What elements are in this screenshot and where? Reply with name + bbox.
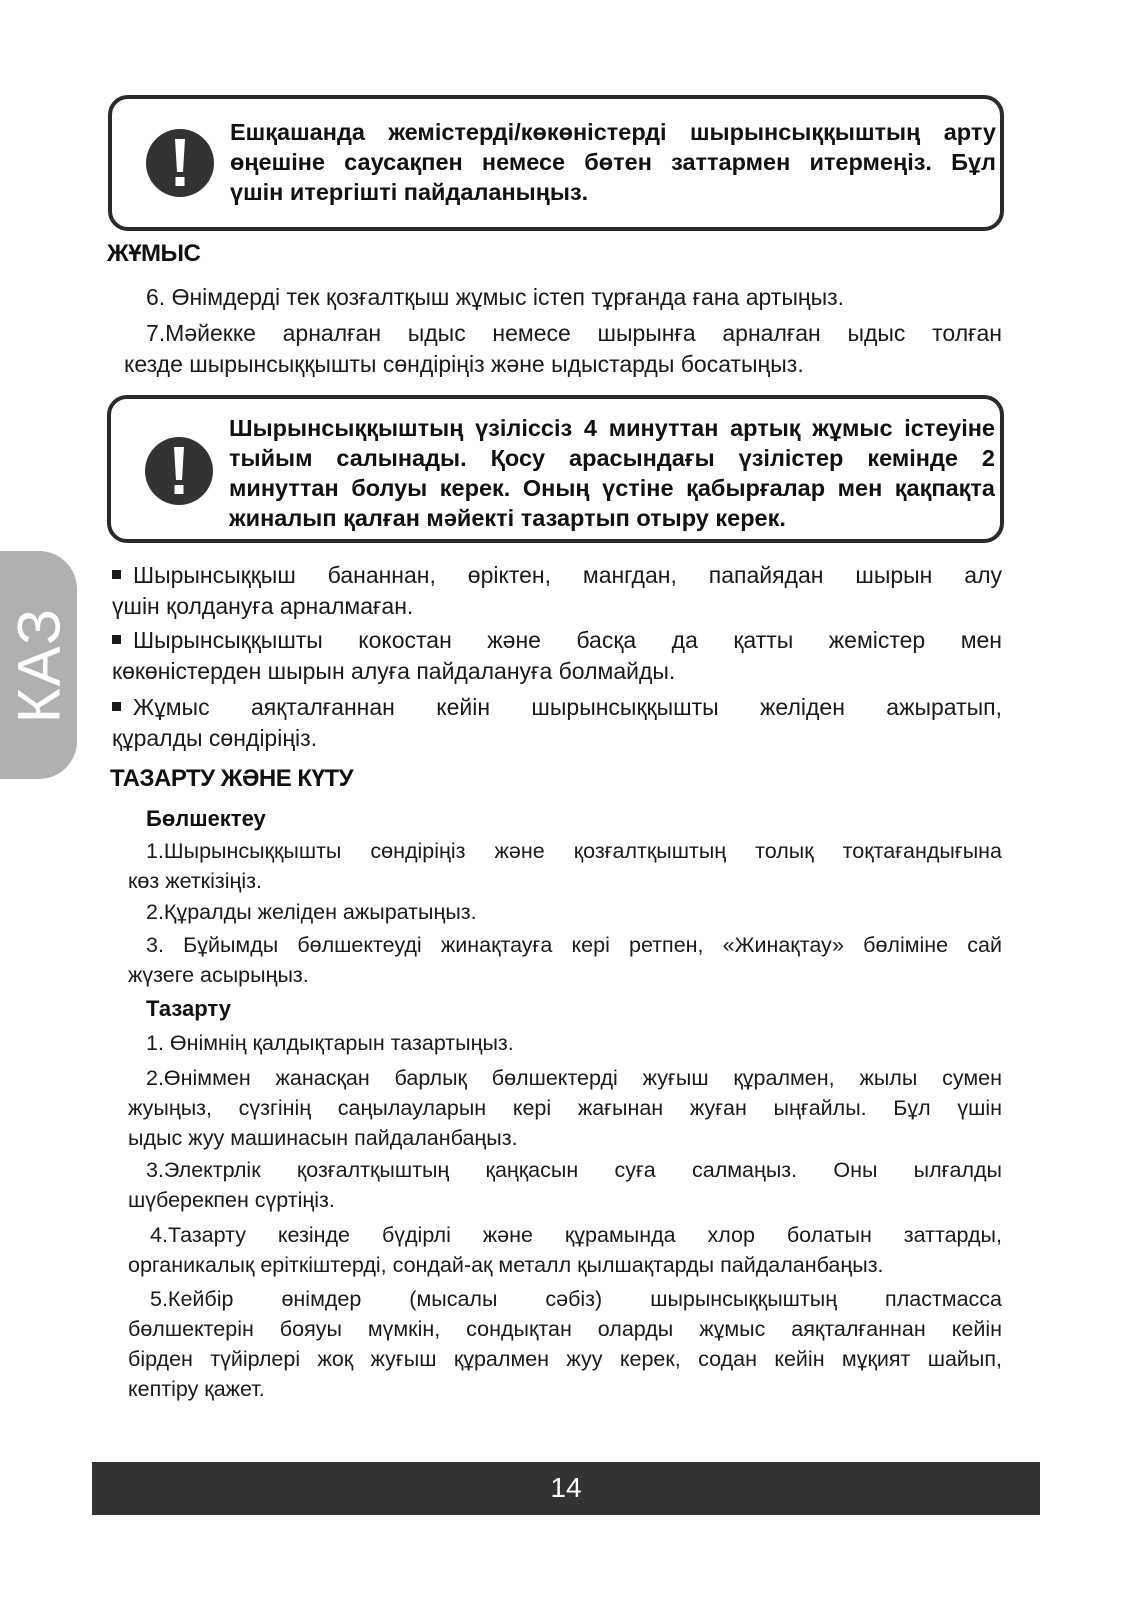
paragraph-disassembly-1 — [128, 836, 1002, 896]
warning-line: Ешқашанда жемістерді/көкөністерді шырынсыққыштың арту — [230, 119, 996, 145]
paragraph-line: 1.Шырынсыққышты сөндіріңіз және қозғалтқыштың толық тоқтағандығына — [146, 839, 1002, 863]
paragraph-cleaning-1 — [146, 1028, 1002, 1058]
bullet-icon — [112, 635, 121, 644]
paragraph-line: 1. Өнімнің қалдықтарын тазартыңыз. — [146, 1031, 514, 1055]
paragraph-line: 4.Тазарту кезінде бүдірлі және құрамында хлор болатын заттарды, — [150, 1223, 1002, 1247]
paragraph-line: Шырынсыққыш бананнан, өріктен, мангдан, папайядан шырын алу — [112, 560, 1002, 591]
paragraph-line: жүзеге асырыңыз. — [128, 963, 309, 987]
warning-line: минуттан болуы керек. Оның үстіне қабырғалар мен қақпақта — [229, 475, 995, 501]
warning-line: үшін итергішті пайдаланыңыз. — [230, 179, 589, 205]
subheading-cleaning: Тазарту — [146, 996, 231, 1021]
warning-line: жиналып қалған мәйекті тазартып отыру керек. — [229, 505, 786, 531]
list-item — [112, 692, 1002, 754]
bullet-icon — [112, 570, 121, 579]
warning-text — [229, 413, 995, 533]
section-heading-work: ЖҰМЫС — [107, 240, 201, 267]
list-item — [112, 560, 1002, 622]
paragraph-cleaning-5 — [128, 1284, 1002, 1404]
paragraph-line: жуыңыз, сүзгінің саңылауларын кері жағынан жуған ыңғайлы. Бұл үшін — [128, 1096, 1002, 1120]
warning-line: Шырынсыққыштың үзіліссіз 4 минуттан артық жұмыс істеуіне — [229, 415, 995, 441]
page-number: 14 — [550, 1472, 582, 1503]
paragraph-line: бөлшектерін бояуы мүмкін, сондықтан оларды жұмыс аяқталғаннан кейін — [128, 1317, 1002, 1341]
warning-box — [107, 395, 1004, 543]
warning-text — [230, 117, 996, 207]
bullet-icon — [112, 702, 121, 711]
paragraph-line: кептіру қажет. — [128, 1377, 265, 1401]
warning-box — [108, 95, 1004, 231]
paragraph-cleaning-4 — [128, 1220, 1002, 1280]
paragraph-line: 5.Кейбір өнімдер (мысалы сәбіз) шырынсыққыштың пластмасса — [150, 1287, 1002, 1311]
paragraph-line: көз жеткізіңіз. — [128, 869, 262, 893]
paragraph-line: 6. Өнімдерді тек қозғалтқыш жұмыс істеп тұрғанда ғана артыңыз. — [146, 284, 845, 310]
paragraph-line: 3. Бұйымды бөлшектеуді жинақтауға кері ретпен, «Жинақтау» бөліміне сай — [146, 933, 1002, 957]
language-tab — [0, 551, 77, 779]
subheading-disassembly: Бөлшектеу — [146, 806, 266, 831]
paragraph-line: 2.Құралды желіден ажыратыңыз. — [146, 900, 477, 924]
footer-bar — [92, 1462, 1040, 1515]
exclamation-icon — [145, 437, 213, 505]
section-heading-cleaning: ТАЗАРТУ ЖӘНЕ КҮТУ — [110, 765, 354, 792]
paragraph-line: Шырынсыққышты кокостан және басқа да қатты жемістер мен — [112, 625, 1002, 656]
paragraph-line: 7.Мәйекке арналған ыдыс немесе шырынға арналған ыдыс толған — [146, 320, 1002, 346]
warning-line: өңешіне саусақпен немесе бөтен заттармен итермеңіз. Бұл — [230, 149, 996, 175]
paragraph-line: 2.Өніммен жанасқан барлық бөлшектерді жуғыш құралмен, жылы сумен — [146, 1066, 1002, 1090]
paragraph-line: 3.Электрлік қозғалтқыштың қаңқасын суға салмаңыз. Оны ылғалды — [146, 1158, 1002, 1182]
paragraph-disassembly-2 — [146, 897, 1002, 927]
paragraph-disassembly-3 — [128, 930, 1002, 990]
paragraph-line: ыдыс жуу машинасын пайдаланбаңыз. — [128, 1126, 518, 1150]
list-item — [112, 625, 1002, 687]
paragraph-line: кезде шырынсыққышты сөндіріңіз және ыдыстарды босатыңыз. — [124, 351, 804, 377]
exclamation-icon — [146, 129, 214, 197]
paragraph-line: бірден түйірлері жоқ жуғыш құралмен жуу керек, содан кейін мұқият шайып, — [128, 1347, 1002, 1371]
language-tab-label: КАЗ — [5, 606, 72, 724]
paragraph-line: Жұмыс аяқталғаннан кейін шырынсыққышты желіден ажыратып, — [112, 692, 1002, 723]
paragraph-line: көкөністерден шырын алуға пайдалануға болмайды. — [112, 658, 676, 684]
paragraph-line: құралды сөндіріңіз. — [112, 725, 318, 751]
paragraph-line: шүберекпен сүртіңіз. — [128, 1188, 335, 1212]
paragraph-line: органикалық еріткіштерді, сондай-ақ металл қылшақтарды пайдаланбаңыз. — [128, 1253, 884, 1277]
warning-line: тыйым салынады. Қосу арасындағы үзілістер кемінде 2 — [229, 445, 995, 471]
paragraph-cleaning-2 — [128, 1063, 1002, 1153]
paragraph-item-6 — [146, 282, 1006, 313]
paragraph-item-7 — [124, 318, 1002, 380]
paragraph-line: үшін қолдануға арналмаған. — [112, 593, 414, 619]
paragraph-cleaning-3 — [128, 1155, 1002, 1215]
